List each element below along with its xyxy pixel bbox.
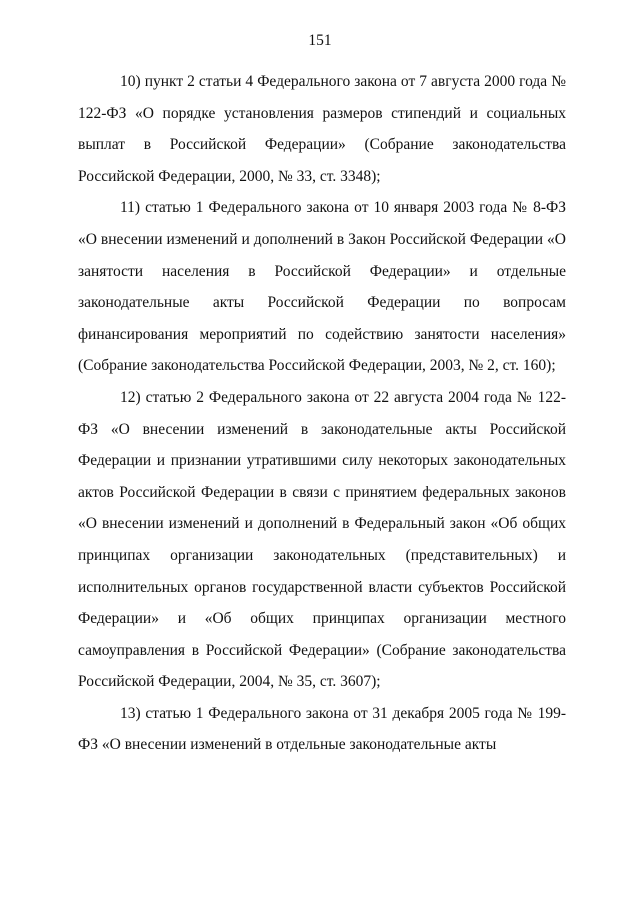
clause-11: 11) статью 1 Федерального закона от 10 января 2003 года № 8-ФЗ «О внесении изменений и дополнений в Закон Российской Федерации «О занятости населения в Российской Федерации» и отдельные законодательные акты Российской Федерации по вопросам финансирования мероприятий по содействию занятости населения» (Собрание законодательства Российской Федерации, 2003, № 2, ст. 160); bbox=[78, 199, 566, 375]
document-body bbox=[78, 66, 566, 761]
page-number: 151 bbox=[308, 32, 332, 49]
clause-10: 10) пункт 2 статьи 4 Федерального закона от 7 августа 2000 года № 122-ФЗ «О порядке установления размеров стипендий и социальных выплат в Российской Федерации» (Собрание законодательства Российской Федерации, 2000, № 33, ст. 3348); bbox=[78, 73, 566, 185]
clause-13: 13) статью 1 Федерального закона от 31 декабря 2005 года № 199-ФЗ «О внесении изменений в отдельные законодательные акты bbox=[78, 704, 566, 754]
clause-12: 12) статью 2 Федерального закона от 22 августа 2004 года № 122-ФЗ «О внесении изменений в законодательные акты Российской Федерации и признании утратившими силу некоторых законодательных актов Российской Федерации в связи с принятием федеральных законов «О внесении изменений и дополнений в Федеральный закон «Об общих принципах организации законодательных (представительных) и исполнительных органов государственной власти субъектов Российской Федерации» и «Об общих принципах организации местного самоуправления в Российской Федерации» (Собрание законодательства Российской Федерации, 2004, № 35, ст. 3607); bbox=[78, 388, 566, 691]
